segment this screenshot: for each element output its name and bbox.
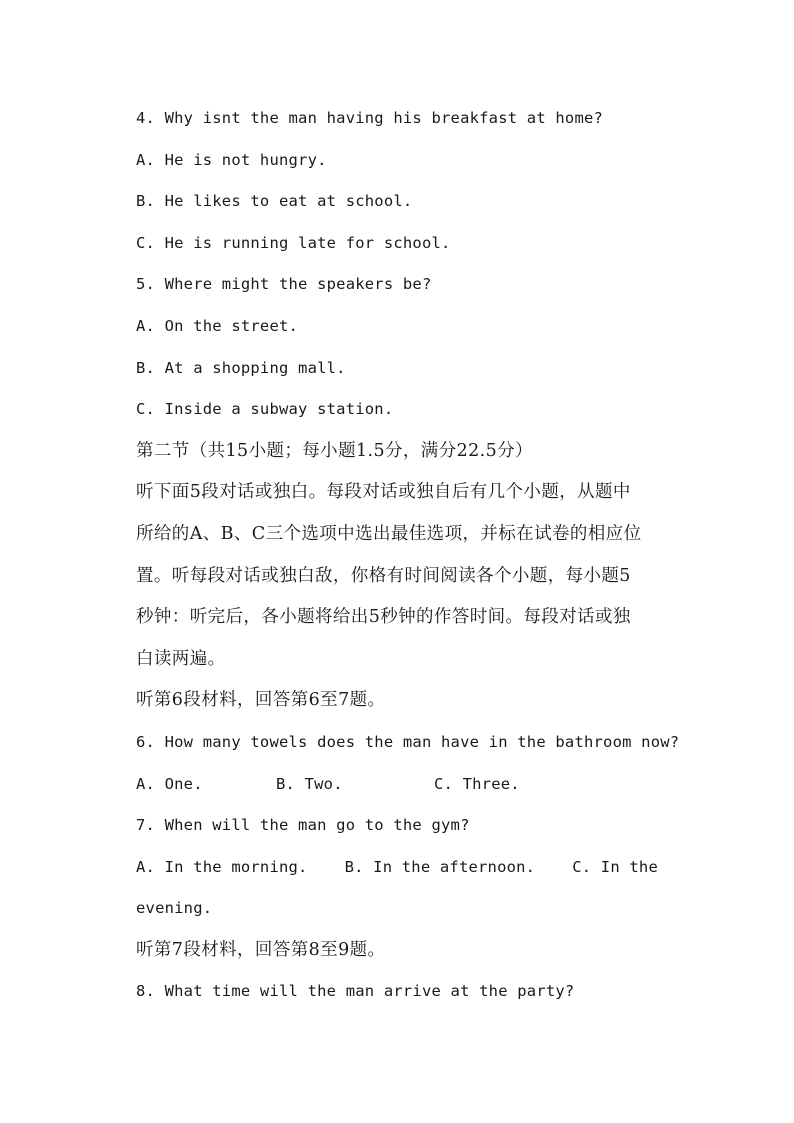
question-4-option-a: A. He is not hungry. (136, 150, 327, 169)
instructions-line-2: 所给的A、B、C三个选项中选出最佳选项，并标在试卷的相应位 (136, 523, 642, 544)
question-4-option-b: B. He likes to eat at school. (136, 192, 413, 211)
question-5-option-a: A. On the street. (136, 316, 299, 335)
question-5: 5. Where might the speakers be? (136, 275, 432, 294)
question-7-options (136, 849, 658, 891)
question-4: 4. Why isnt the man having his breakfast at home? (136, 109, 604, 127)
question-4-option-c: C. He is running late for school. (136, 233, 451, 252)
question-7-option-a: A. In the morning. (136, 857, 308, 876)
material-6-intro: 听第6段材料，回答第6至7题。 (136, 690, 386, 711)
question-7-option-c: C. In the (572, 857, 658, 876)
question-7: 7. When will the man go to the gym? (136, 816, 470, 835)
exam-page (136, 100, 680, 1015)
question-5-option-c: C. Inside a subway station. (136, 400, 394, 419)
question-6-option-b: B. Two. (276, 774, 343, 793)
instructions-line-4: 秒钟：听完后，各小题将给出5秒钟的作答时间。每段对话或独 (136, 607, 631, 628)
question-6-option-c: C. Three. (434, 774, 520, 793)
material-7-intro: 听第7段材料，回答第8至9题。 (136, 939, 386, 960)
section-2-heading: 第二节（共15小题；每小题1.5分，满分22.5分） (136, 440, 533, 461)
question-5-option-b: B. At a shopping mall. (136, 358, 346, 377)
instructions-line-3: 置。听每段对话或独白敌，你格有时间阅读各个小题，每小题5 (136, 565, 631, 586)
instructions-line-1: 听下面5段对话或独白。每段对话或独自后有几个小题，从题中 (136, 482, 631, 503)
question-7-option-c-continued: evening. (136, 899, 213, 918)
question-6-options (136, 766, 658, 808)
question-7-option-b: B. In the afternoon. (344, 857, 536, 876)
question-6: 6. How many towels does the man have in the bathroom now? (136, 732, 680, 751)
question-6-option-a: A. One. (136, 774, 203, 793)
instructions-line-5: 白读两遍。 (136, 648, 226, 669)
question-8: 8. What time will the man arrive at the party? (136, 982, 575, 1001)
